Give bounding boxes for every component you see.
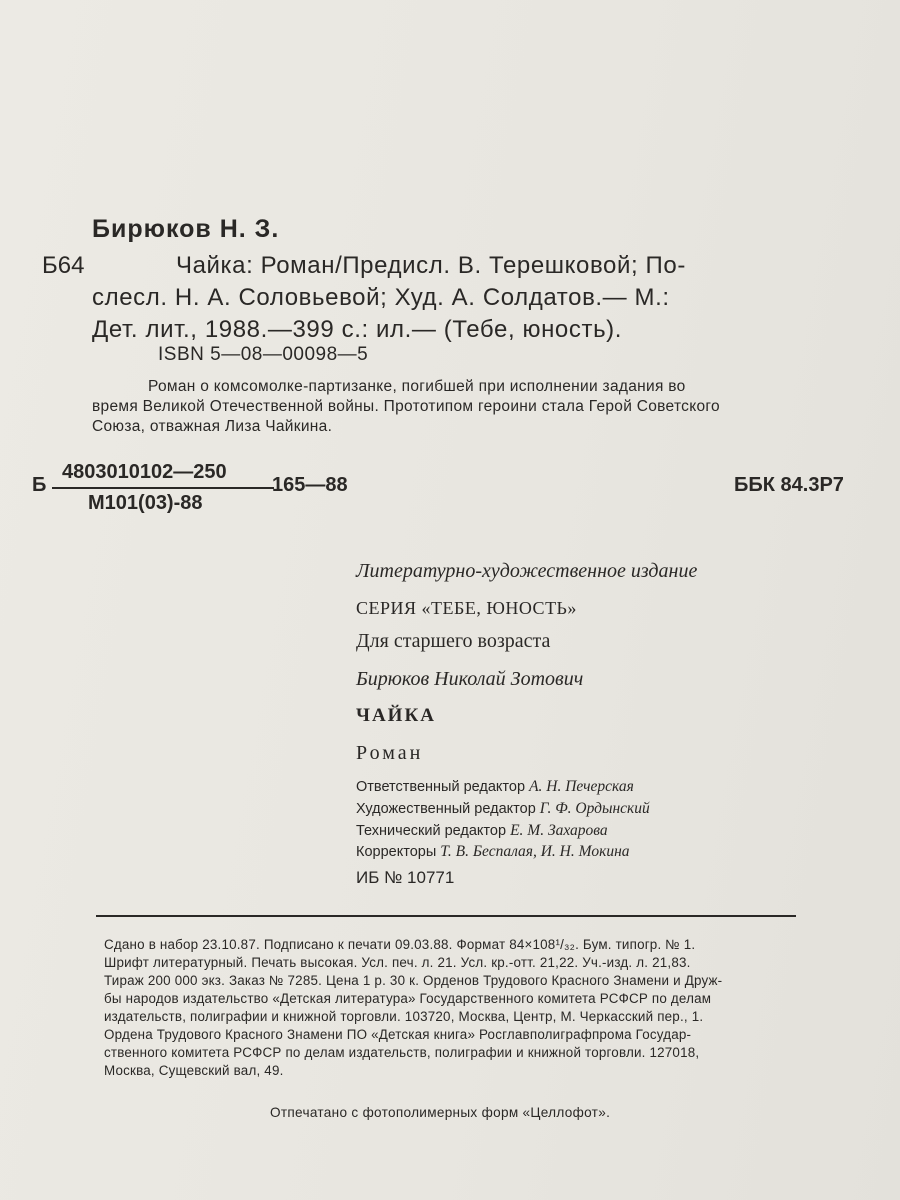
annotation-line: время Великой Отечественной войны. Прототипом героини стала Герой Советского	[92, 398, 720, 415]
biblio-letter: Б	[32, 474, 47, 496]
book-title: ЧАЙКА	[356, 705, 436, 726]
staff-role: Технический редактор	[356, 823, 507, 839]
edition-series: СЕРИЯ «ТЕБЕ, ЮНОСТЬ»	[356, 598, 577, 618]
catalog-description-line: Чайка: Роман/Предисл. В. Терешковой; По-	[176, 252, 686, 279]
staff-line	[356, 822, 608, 840]
staff-line	[356, 843, 630, 861]
imprint-line: Тираж 200 000 экз. Заказ № 7285. Цена 1 р. 30 к. Орденов Трудового Красного Знамени и Друж-	[104, 973, 723, 988]
staff-name: А. Н. Печерская	[529, 778, 634, 795]
imprint-line: Ордена Трудового Красного Знамени ПО «Детская книга» Росглавполиграфпрома Государ-	[104, 1027, 692, 1042]
isbn: ISBN 5—08—00098—5	[158, 344, 369, 365]
imprint-line: бы народов издательство «Детская литература» Государственного комитета РСФСР по делам	[104, 991, 712, 1006]
catalog-code: Б64	[42, 252, 85, 279]
imprint-line: издательств, полиграфии и книжной торговли. 103720, Москва, Центр, М. Черкасский пер., 1.	[104, 1009, 704, 1024]
staff-role: Ответственный редактор	[356, 779, 526, 795]
staff-role: Художественный редактор	[356, 801, 536, 817]
staff-name: Т. В. Беспалая, И. Н. Мокина	[440, 843, 630, 860]
imprint-line: Шрифт литературный. Печать высокая. Усл. печ. л. 21. Усл. кр.-отт. 21,22. Уч.-изд. л. 21,83.	[104, 955, 691, 970]
divider-rule	[96, 915, 796, 917]
imprint-line: ственного комитета РСФСР по делам издательств, полиграфии и книжной торговли. 127018,	[104, 1045, 700, 1060]
catalog-description-line: слесл. Н. А. Соловьевой; Худ. А. Солдатов.— М.:	[92, 284, 670, 311]
biblio-denominator: М101(03)-88	[88, 492, 203, 514]
staff-name: Е. М. Захарова	[510, 822, 608, 839]
staff-line	[356, 778, 634, 796]
catalog-description-line: Дет. лит., 1988.—399 с.: ил.— (Тебе, юность).	[92, 316, 623, 343]
catalog-author: Бирюков Н. З.	[92, 215, 280, 243]
annotation-line: Союза, отважная Лиза Чайкина.	[92, 418, 333, 435]
fraction-line	[52, 487, 274, 489]
staff-line	[356, 800, 650, 818]
ib-number: ИБ № 10771	[356, 868, 455, 887]
biblio-numerator: 4803010102—250	[62, 461, 227, 483]
imprint-line: Сдано в набор 23.10.87. Подписано к печати 09.03.88. Формат 84×108¹/₃₂. Бум. типогр. № 1.	[104, 937, 696, 952]
staff-name: Г. Ф. Ордынский	[539, 800, 650, 817]
edition-genre: Литературно-художественное издание	[356, 560, 698, 582]
annotation-line: Роман о комсомолке-партизанке, погибшей при исполнении задания во	[148, 378, 686, 395]
bbk-code: ББК 84.3Р7	[734, 474, 844, 496]
printed-note: Отпечатано с фотополимерных форм «Целлофот».	[270, 1105, 611, 1120]
imprint-line: Москва, Сущевский вал, 49.	[104, 1063, 284, 1078]
biblio-middle-code: 165—88	[272, 474, 348, 496]
edition-author-full: Бирюков Николай Зотович	[356, 668, 584, 690]
book-kind: Роман	[356, 742, 424, 764]
staff-role: Корректоры	[356, 844, 437, 860]
edition-age: Для старшего возраста	[356, 630, 551, 652]
